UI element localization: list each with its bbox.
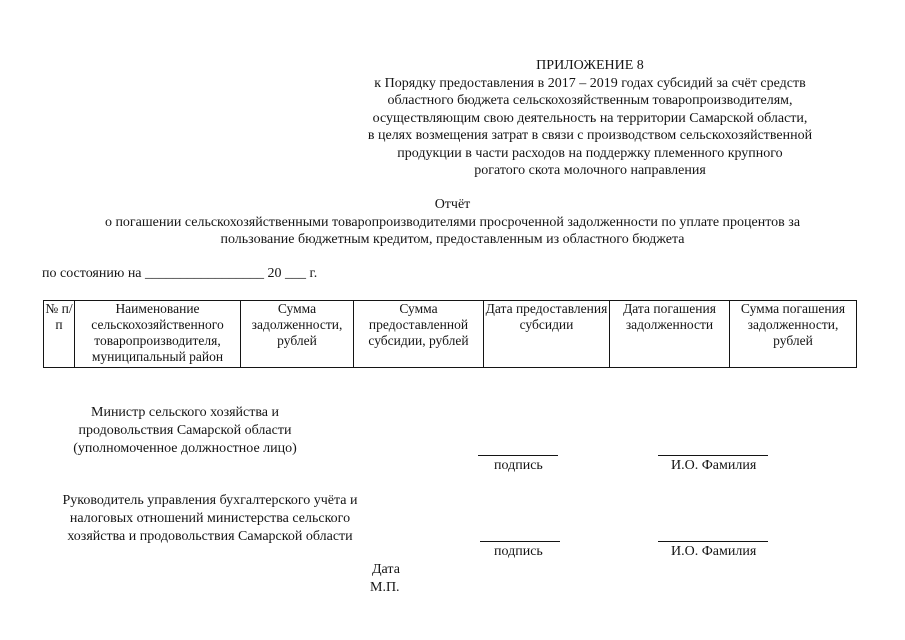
stamp-label: М.П. — [370, 580, 400, 595]
signatory-line: налоговых отношений министерства сельского — [69, 511, 351, 526]
column-header-number: № п/п — [44, 301, 75, 368]
name-label: И.О. Фамилия — [671, 544, 757, 559]
appendix-line: осуществляющим свою деятельность на территории Самарской области, — [372, 110, 808, 126]
appendix-line: в целях возмещения затрат в связи с производством сельскохозяйственной — [367, 128, 813, 143]
appendix-title: ПРИЛОЖЕНИЕ 8 — [536, 58, 644, 73]
report-subtitle-line: о погашении сельскохозяйственными товаропроизводителями просроченной задолженности по уплате процентов за — [104, 214, 801, 230]
report-subtitle-line: пользование бюджетным кредитом, предоставленным из областного бюджета — [220, 232, 685, 247]
signatory-line: хозяйства и продовольствия Самарской области — [67, 529, 353, 544]
signature-label: подпись — [494, 544, 543, 559]
column-header-debt-amount: Сумма задолженности, рублей — [241, 301, 354, 368]
as-of-date-line: по состоянию на _________________ 20 ___ г. — [42, 266, 318, 281]
date-label: Дата — [372, 562, 400, 577]
appendix-line: продукции в части расходов на поддержку племенного крупного — [397, 145, 783, 161]
report-title: Отчёт — [434, 197, 471, 212]
signature-line — [478, 455, 558, 456]
column-header-repayment-date: Дата погашения задолженности — [610, 301, 730, 368]
report-table — [43, 300, 857, 368]
table-header-row — [44, 301, 857, 368]
name-line — [658, 455, 768, 456]
column-header-subsidy-date: Дата предоставления субсидии — [484, 301, 610, 368]
appendix-header — [330, 57, 850, 180]
name-label: И.О. Фамилия — [671, 458, 757, 473]
signatory-minister — [40, 404, 330, 458]
column-header-repayment-amount: Сумма погашения задолженности, рублей — [730, 301, 857, 368]
appendix-line: к Порядку предоставления в 2017 – 2019 годах субсидий за счёт средств — [374, 75, 806, 91]
report-heading — [20, 196, 885, 249]
signatory-accounting-head — [30, 492, 390, 546]
appendix-line: рогатого скота молочного направления — [474, 163, 706, 178]
signature-line — [480, 541, 560, 542]
signature-label: подпись — [494, 458, 543, 473]
signatory-line: Министр сельского хозяйства и — [91, 405, 279, 420]
column-header-producer: Наименование сельскохозяйственного товаропроизводителя, муниципальный район — [75, 301, 241, 368]
signatory-line: продовольствия Самарской области — [78, 423, 292, 438]
column-header-subsidy-amount: Сумма предоставленной субсидии, рублей — [354, 301, 484, 368]
appendix-line: областного бюджета сельскохозяйственным товаропроизводителям, — [387, 93, 793, 108]
signatory-line: (уполномоченное должностное лицо) — [73, 441, 297, 456]
name-line — [658, 541, 768, 542]
signatory-line: Руководитель управления бухгалтерского учёта и — [62, 493, 358, 508]
